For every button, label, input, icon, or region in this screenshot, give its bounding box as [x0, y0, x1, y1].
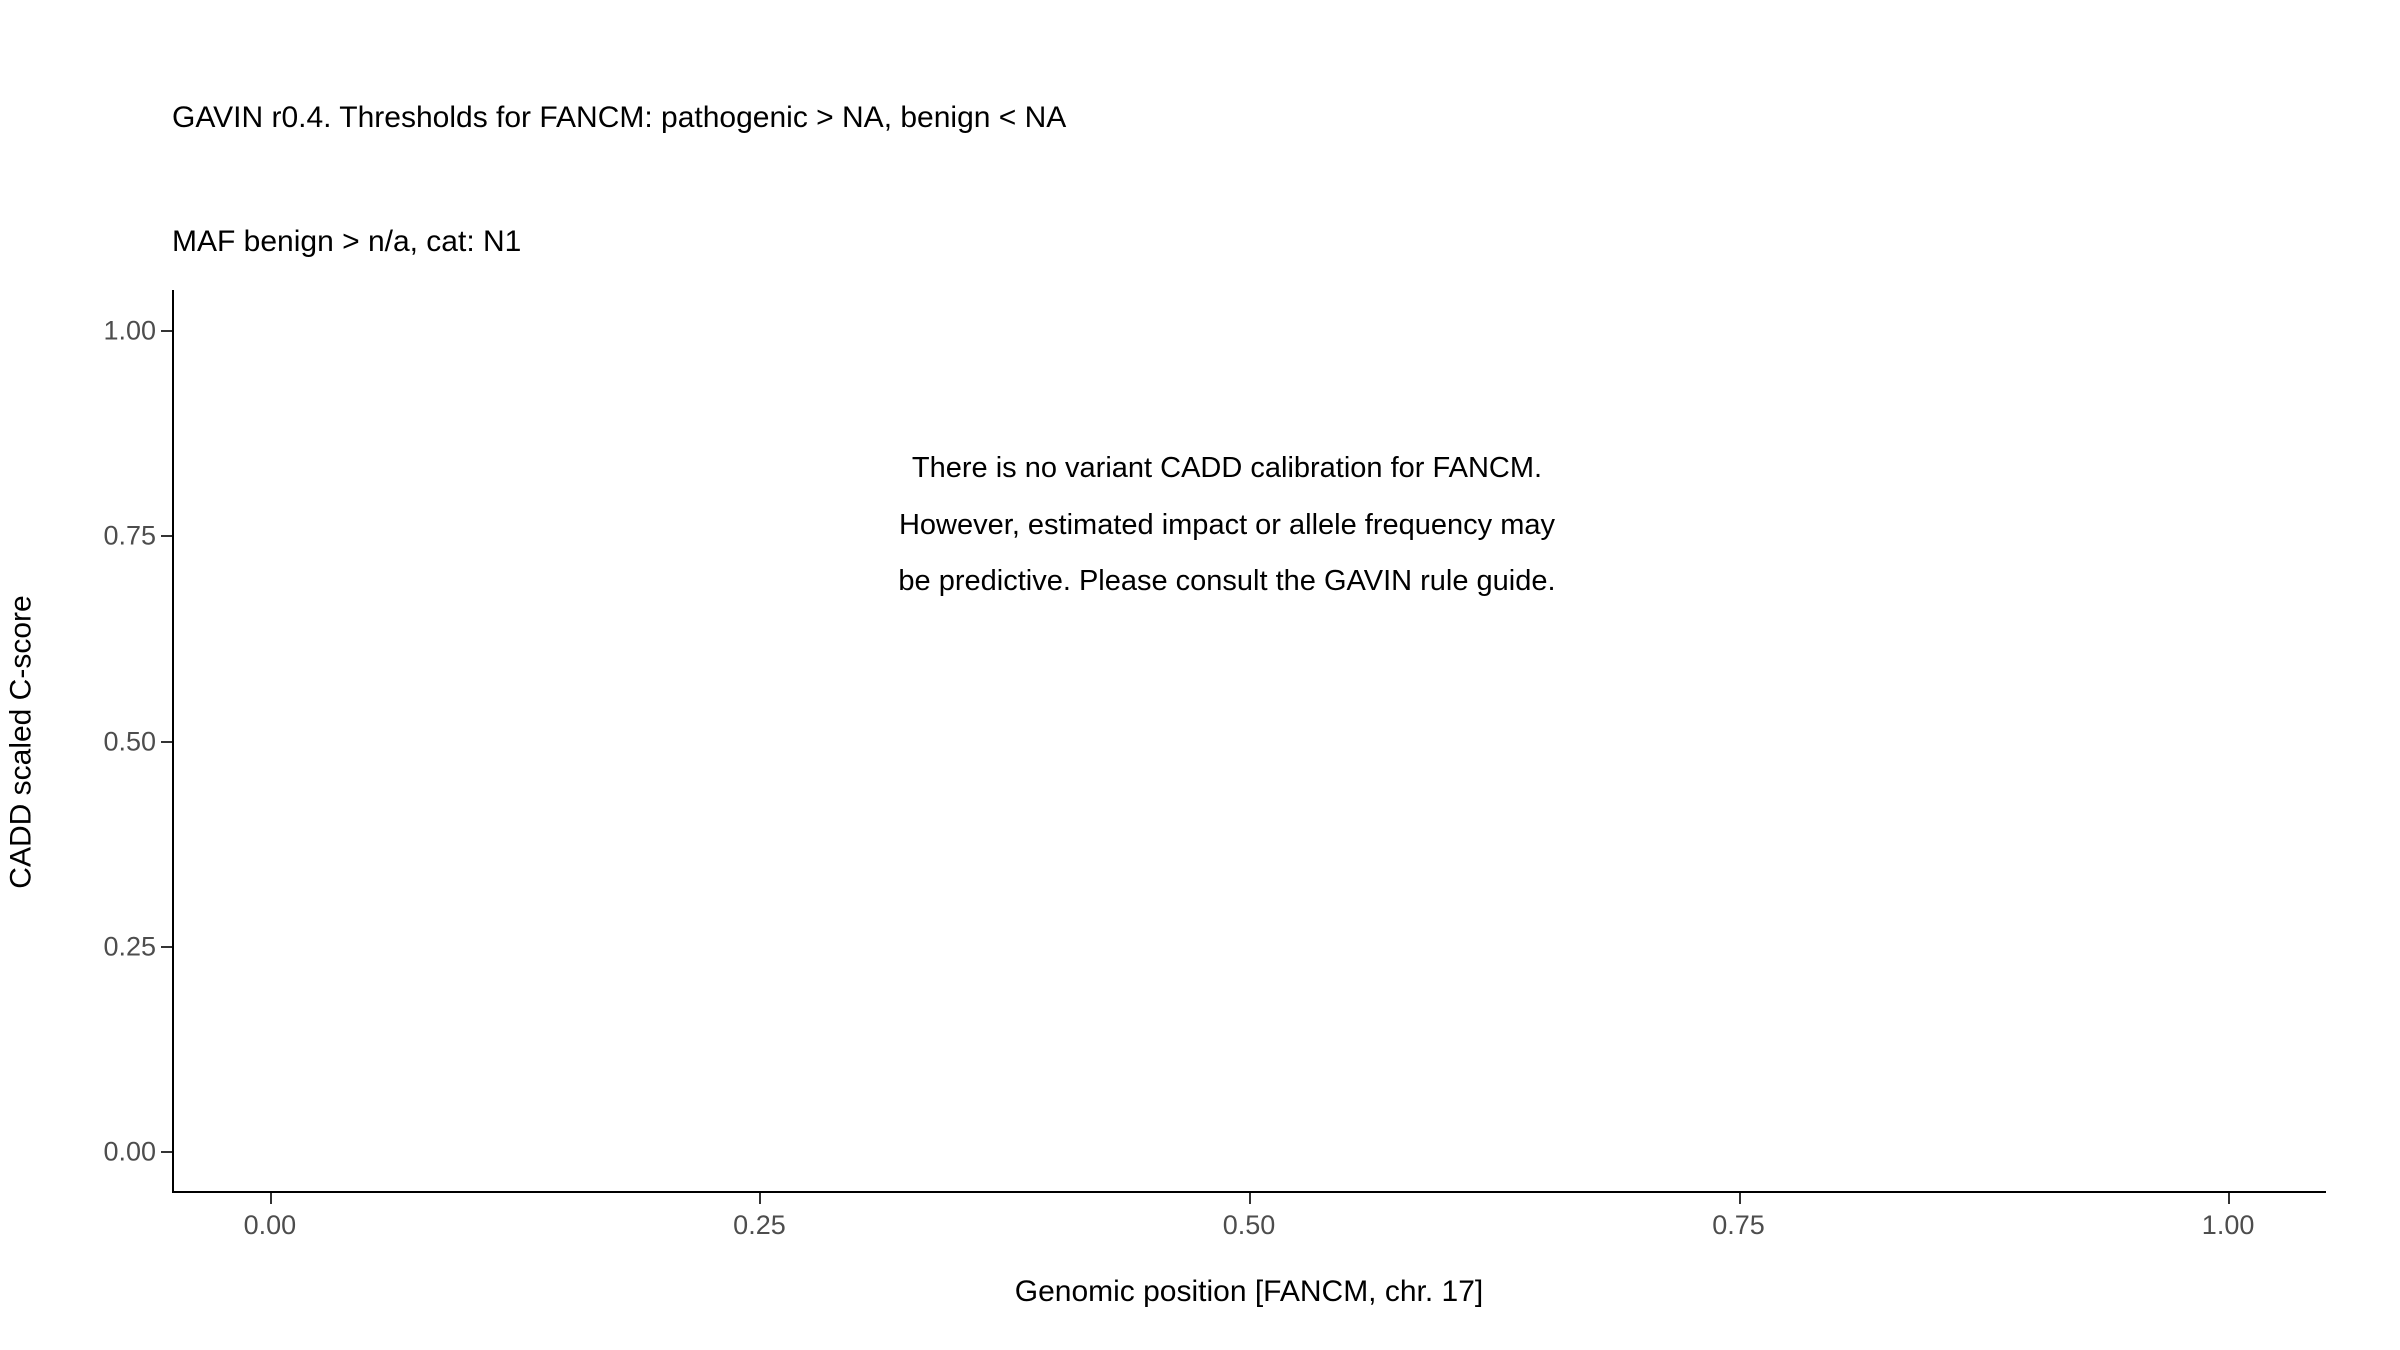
x-tick-mark [759, 1193, 761, 1204]
y-tick-mark [161, 535, 172, 537]
y-axis-title-text: CADD scaled C-score [5, 594, 39, 889]
y-axis-title [0, 290, 44, 1193]
x-tick-label: 1.00 [2201, 1210, 2255, 1240]
y-axis-tick-marks [161, 290, 172, 1193]
y-tick-label: 0.25 [103, 931, 156, 962]
x-tick-mark [1249, 1193, 1251, 1204]
y-tick-mark [161, 1151, 172, 1153]
y-tick-mark [161, 946, 172, 948]
x-axis-tick-marks [172, 1193, 2326, 1204]
y-tick-label: 0.75 [103, 520, 156, 551]
y-axis-tick-labels [60, 290, 156, 1193]
y-tick-mark [161, 330, 172, 332]
y-tick-label: 1.00 [103, 315, 156, 346]
plot-panel [172, 290, 2326, 1193]
x-tick-label: 0.00 [243, 1210, 297, 1240]
x-tick-mark [2228, 1193, 2230, 1204]
x-tick-mark [270, 1193, 272, 1204]
chart-title-line-2: MAF benign > n/a, cat: N1 [172, 224, 522, 258]
y-tick-label: 0.00 [103, 1136, 156, 1167]
x-tick-label: 0.75 [1712, 1210, 1765, 1240]
y-tick-label: 0.50 [103, 726, 156, 756]
plot-annotation [662, 440, 1792, 610]
plot-annotation-line-1: There is no variant CADD calibration for FANCM. [911, 452, 1543, 484]
x-tick-label: 0.25 [733, 1210, 786, 1240]
x-axis-title: Genomic position [FANCM, chr. 17] [1014, 1275, 1484, 1308]
chart-title-line-1: GAVIN r0.4. Thresholds for FANCM: pathogenic > NA, benign < NA [172, 100, 1067, 134]
x-tick-mark [1739, 1193, 1741, 1204]
y-axis-line [172, 290, 174, 1193]
plot-annotation-line-2: However, estimated impact or allele frequency may [898, 508, 1555, 541]
plot-annotation-line-3: be predictive. Please consult the GAVIN rule guide. [898, 565, 1556, 598]
y-tick-mark [161, 741, 172, 743]
x-tick-label: 0.50 [1222, 1210, 1276, 1240]
x-axis-tick-labels [172, 1210, 2326, 1250]
